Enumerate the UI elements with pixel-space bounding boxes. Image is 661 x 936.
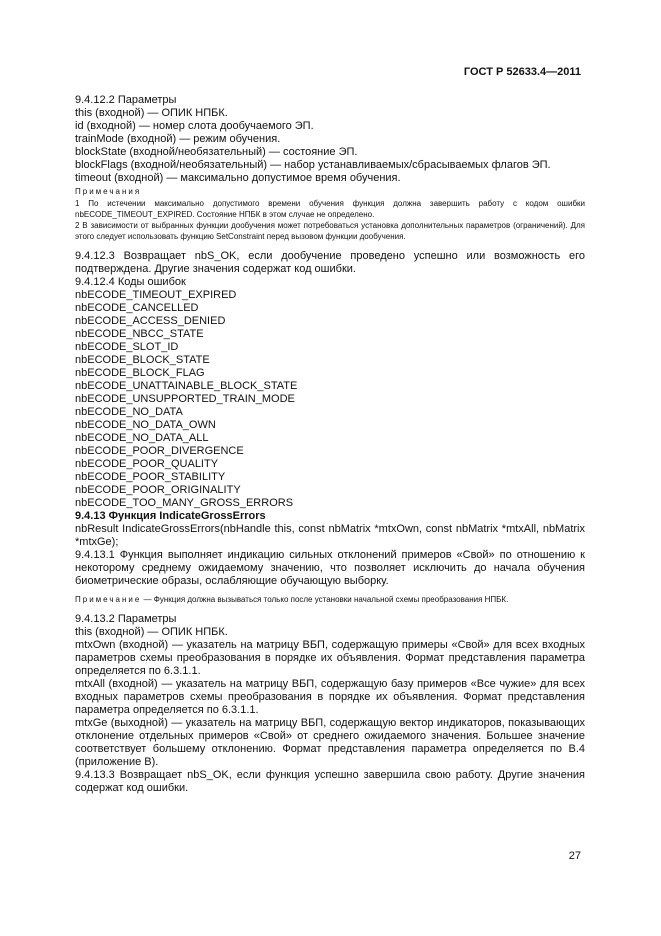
param-mtxall: mtxAll (входной) — указатель на матрицу ВБП, содержащую базу примеров «Все чужие» для всех входных параметров схемы преобразования в порядке их объявления. Формат представления параметра определяется по 6.3.1.1. [75, 678, 585, 716]
error-code: nbECODE_SLOT_ID [75, 341, 179, 353]
error-code: nbECODE_NO_DATA_ALL [75, 432, 209, 444]
param-line: timeout (входной) — максимально допустимое время обучения. [75, 172, 401, 184]
param-line: blockFlags (входной/необязательный) — набор устанавливаемых/сбрасываемых флагов ЭП. [75, 159, 551, 171]
param-line: blockState (входной/необязательный) — состояние ЭП. [75, 146, 358, 158]
function-signature: nbResult IndicateGrossErrors(nbHandle this, const nbMatrix *mtxOwn, const nbMatrix *mtxAll, nbMatrix *mtxGe); [75, 523, 585, 548]
param-line: this (входной) — ОПИК НПБК. [75, 626, 228, 638]
error-code: nbECODE_CANCELLED [75, 302, 199, 314]
error-code: nbECODE_POOR_STABILITY [75, 471, 226, 483]
error-code: nbECODE_NBCC_STATE [75, 328, 204, 340]
param-line: this (входной) — ОПИК НПБК. [75, 107, 228, 119]
error-code: nbECODE_TIMEOUT_EXPIRED [75, 289, 237, 301]
error-code: nbECODE_NO_DATA [75, 406, 183, 418]
spacer [75, 242, 585, 250]
section-heading-9-4-12-4: 9.4.12.4 Коды ошибок [75, 276, 186, 288]
spacer [75, 605, 585, 613]
page-content [75, 94, 585, 795]
document-id-header: ГОСТ Р 52633.4—2011 [463, 66, 581, 78]
error-code: nbECODE_POOR_DIVERGENCE [75, 445, 244, 457]
note-text: — Функция должна вызываться только после установки начальной схемы преобразования НПБК. [143, 595, 509, 604]
section-heading-9-4-12-2: 9.4.12.2 Параметры [75, 94, 177, 106]
param-line: trainMode (входной) — режим обучения. [75, 133, 281, 145]
returns-9-4-12-3: 9.4.12.3 Возвращает nbS_OK, если дообучение проведено успешно или возможность его подтверждена. Другие значения содержат код ошибки. [75, 250, 585, 275]
description-9-4-13-1: 9.4.13.1 Функция выполняет индикацию сильных отклонений примеров «Свой» по отношению к некоторому среднему ожидаемому значению, что позволяет исключить до начала обучения биометрические образы, ослабляющие обучающую выборку. [75, 549, 585, 587]
notes-title: Примечания [75, 187, 142, 196]
error-code: nbECODE_POOR_ORIGINALITY [75, 484, 241, 496]
section-heading-9-4-13-2: 9.4.13.2 Параметры [75, 613, 177, 625]
error-code: nbECODE_UNATTAINABLE_BLOCK_STATE [75, 380, 298, 392]
section-heading-9-4-13: 9.4.13 Функция IndicateGrossErrors [75, 510, 266, 522]
error-code: nbECODE_POOR_QUALITY [75, 458, 219, 470]
error-code: nbECODE_TOO_MANY_GROSS_ERRORS [75, 497, 294, 509]
note-2: 2 В зависимости от выбранных функции дообучения может потребоваться установка дополнительных параметров (ограничений). Для этого следует использовать функцию SetConstraint перед вызовом функции дообучения. [75, 221, 585, 241]
param-mtxown: mtxOwn (входной) — указатель на матрицу ВБП, содержащую примеры «Свой» для всех входных параметров схемы преобразования в порядке их объявления. Формат представления параметра определяется по 6.3.1.1. [75, 639, 585, 677]
param-line: id (входной) — номер слота дообучаемого ЭП. [75, 120, 314, 132]
note-block [75, 594, 585, 605]
returns-9-4-13-3: 9.4.13.3 Возвращает nbS_OK, если функция успешно завершила свою работу. Другие значения содержат код ошибки. [75, 769, 585, 794]
error-code: nbECODE_BLOCK_STATE [75, 354, 210, 366]
error-code: nbECODE_UNSUPPORTED_TRAIN_MODE [75, 393, 295, 405]
error-code: nbECODE_ACCESS_DENIED [75, 315, 226, 327]
error-code: nbECODE_BLOCK_FLAG [75, 367, 205, 379]
note-label: Примечание [75, 595, 142, 604]
error-code: nbECODE_NO_DATA_OWN [75, 419, 216, 431]
param-mtxge: mtxGe (выходной) — указатель на матрицу ВБП, содержащую вектор индикаторов, показывающих отклонение отдельных примеров «Свой» от среднего ожидаемого значения. Большее значение соответствует большему отклонению. Формат представления параметра определяется по В.4 (приложение В). [75, 717, 585, 768]
page-number: 27 [568, 850, 581, 862]
note-1: 1 По истечении максимально допустимого времени обучения функция должна завершить работу с кодом ошибки nbECODE_TIMEOUT_EXPIRED. Состояние НПБК в этом случае не определено. [75, 199, 585, 219]
